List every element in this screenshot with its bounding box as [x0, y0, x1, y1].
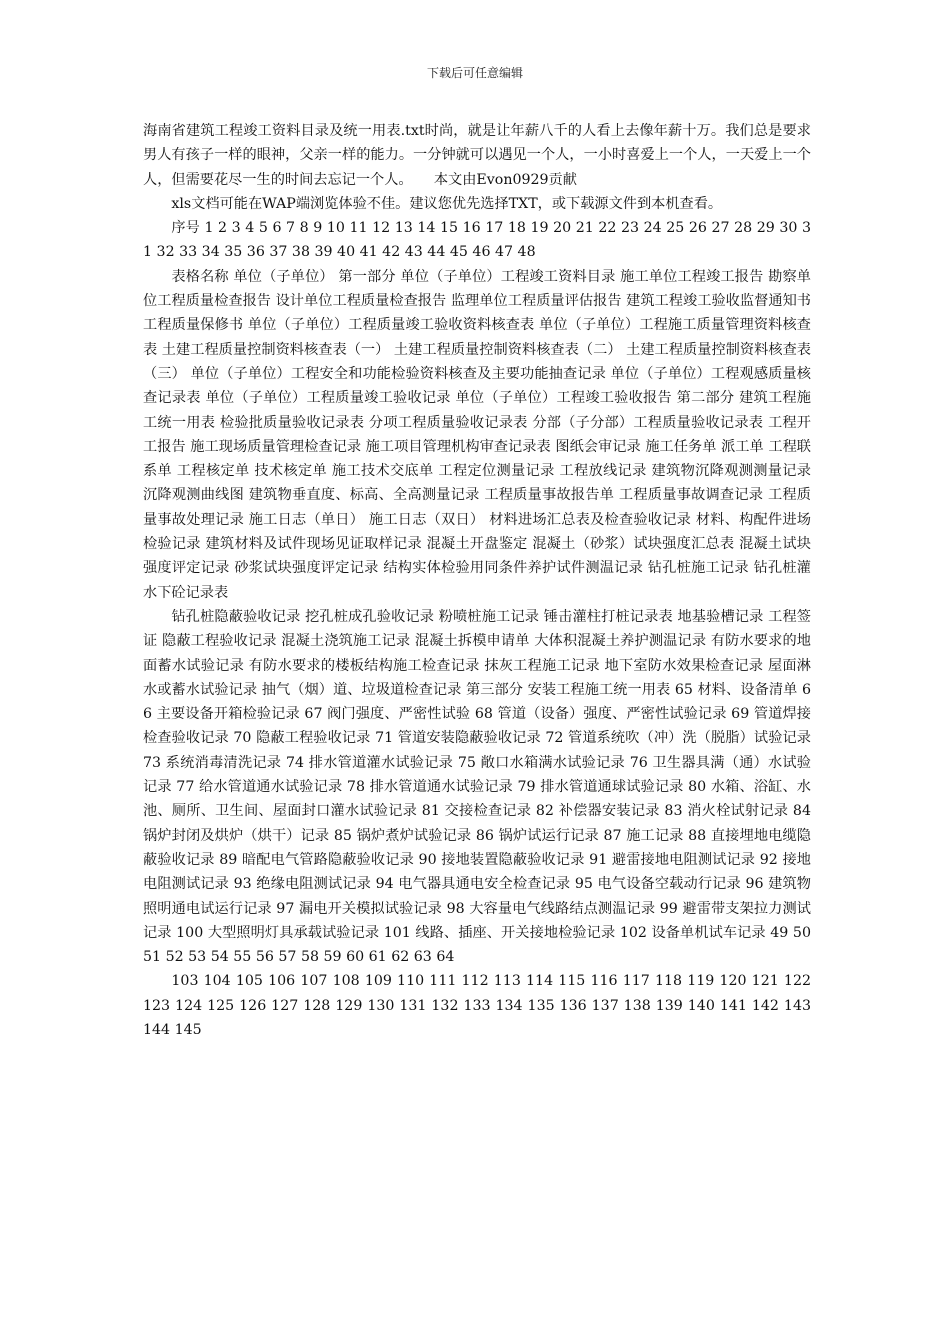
document-body — [143, 119, 811, 1042]
format-notice-paragraph: xls文档可能在WAP端浏览体验不佳。建议您优先选择TXT，或下载源文件到本机查看。 — [171, 195, 723, 212]
serial-number-paragraph: 序号 1 2 3 4 5 6 7 8 9 10 11 12 13 14 15 16 17 18 19 20 21 22 23 24 25 26 27 28 29 30 31 32 33 34 35 36 37 38 39 40 41 42 43 44 45 46 47 48 — [143, 220, 811, 261]
intro-paragraph: 海南省建筑工程竣工资料目录及统一用表.txt时尚，就是让年薪八千的人看上去像年薪十万。我们总是要求男人有孩子一样的眼神，父亲一样的能力。一分钟就可以遇见一个人，一小时喜爱上一个人，一天爱上一个人，但需要花尽一生的时间去忘记一个人。 本文由Evon0929贡献 — [143, 123, 811, 188]
page-header: 下载后可任意编辑 — [426, 66, 523, 80]
table-names-paragraph: 表格名称 单位（子单位） 第一部分 单位（子单位）工程竣工资料目录 施工单位工程竣工报告 勘察单位工程质量检查报告 设计单位工程质量检查报告 监理单位工程质量评估报告 建筑工程竣工验收监督通知书 工程质量保修书 单位（子单位）工程质量竣工验收资料核查表 单位（子单位）工程施工质量管理资料核查表 土建工程质量控制资料核查表（一） 土建工程质量控制资料核查表（二） 土建工程质量控制资料核查表（三） 单位（子单位）工程安全和功能检验资料核查及主要功能抽查记录 单位（子单位）工程观感质量核查记录表 单位（子单位）工程质量竣工验收记录 单位（子单位）工程竣工验收报告 第二部分 建筑工程施工统一用表 检验批质量验收记录表 分项工程质量验收记录表 分部（子分部）工程质量验收记录表 工程开工报告 施工现场质量管理检查记录 施工项目管理机构审查记录表 图纸会审记录 施工任务单 派工单 工程联系单 工程核定单 技术核定单 施工技术交底单 工程定位测量记录 工程放线记录 建筑物沉降观测测量记录 沉降观测曲线图 建筑物垂直度、标高、全高测量记录 工程质量事故报告单 工程质量事故调查记录 工程质量事故处理记录 施工日志（单日） 施工日志（双日） 材料进场汇总表及检查验收记录 材料、构配件进场检验记录 建筑材料及试件现场见证取样记录 混凝土开盘鉴定 混凝土（砂浆）试块强度汇总表 混凝土试块强度评定记录 砂浆试块强度评定记录 结构实体检验用同条件养护试件测温记录 钻孔桩施工记录 钻孔桩灌水下砼记录表 — [143, 268, 811, 601]
trailing-numbers-paragraph: 103 104 105 106 107 108 109 110 111 112 113 114 115 116 117 118 119 120 121 122 123 124 125 126 127 128 129 130 131 132 133 134 135 136 137 138 139 140 141 142 143 144 145 — [143, 973, 811, 1038]
installation-records-paragraph: 钻孔桩隐蔽验收记录 挖孔桩成孔验收记录 粉喷桩施工记录 锤击灌柱打桩记录表 地基验槽记录 工程签证 隐蔽工程验收记录 混凝土浇筑施工记录 混凝土拆模申请单 大体积混凝土养护测温记录 有防水要求的地面蓄水试验记录 有防水要求的楼板结构施工检查记录 抹灰工程施工记录 地下室防水效果检查记录 屋面淋水或蓄水试验记录 抽气（烟）道、垃圾道检查记录 第三部分 安装工程施工统一用表 65 材料、设备清单 66 主要设备开箱检验记录 67 阀门强度、严密性试验 68 管道（设备）强度、严密性试验记录 69 管道焊接检查验收记录 70 隐蔽工程验收记录 71 管道安装隐蔽验收记录 72 管道系统吹（冲）洗（脱脂）试验记录 73 系统消毒清洗记录 74 排水管道灌水试验记录 75 敞口水箱满水试验记录 76 卫生器具满（通）水试验记录 77 给水管道通水试验记录 78 排水管道通水试验记录 79 排水管道通球试验记录 80 水箱、浴缸、水池、厕所、卫生间、屋面封口灌水试验记录 81 交接检查记录 82 补偿器安装记录 83 消火栓试射记录 84 锅炉封闭及烘炉（烘干）记录 85 锅炉煮炉试验记录 86 锅炉试运行记录 87 施工记录 88 直接埋地电缆隐蔽验收记录 89 暗配电气管路隐蔽验收记录 90 接地装置隐蔽验收记录 91 避雷接地电阻测试记录 92 接地电阻测试记录 93 绝缘电阻测试记录 94 电气器具通电安全检查记录 95 电气设备空载动行记录 96 建筑物照明通电试运行记录 97 漏电开关模拟试验记录 98 大容量电气线路结点测温记录 99 避雷带支架拉力测试记录 100 大型照明灯具承载试验记录 101 线路、插座、开关接地检验记录 102 设备单机试车记录 49 50 51 52 53 54 55 56 57 58 59 60 61 62 63 64 — [143, 608, 811, 966]
